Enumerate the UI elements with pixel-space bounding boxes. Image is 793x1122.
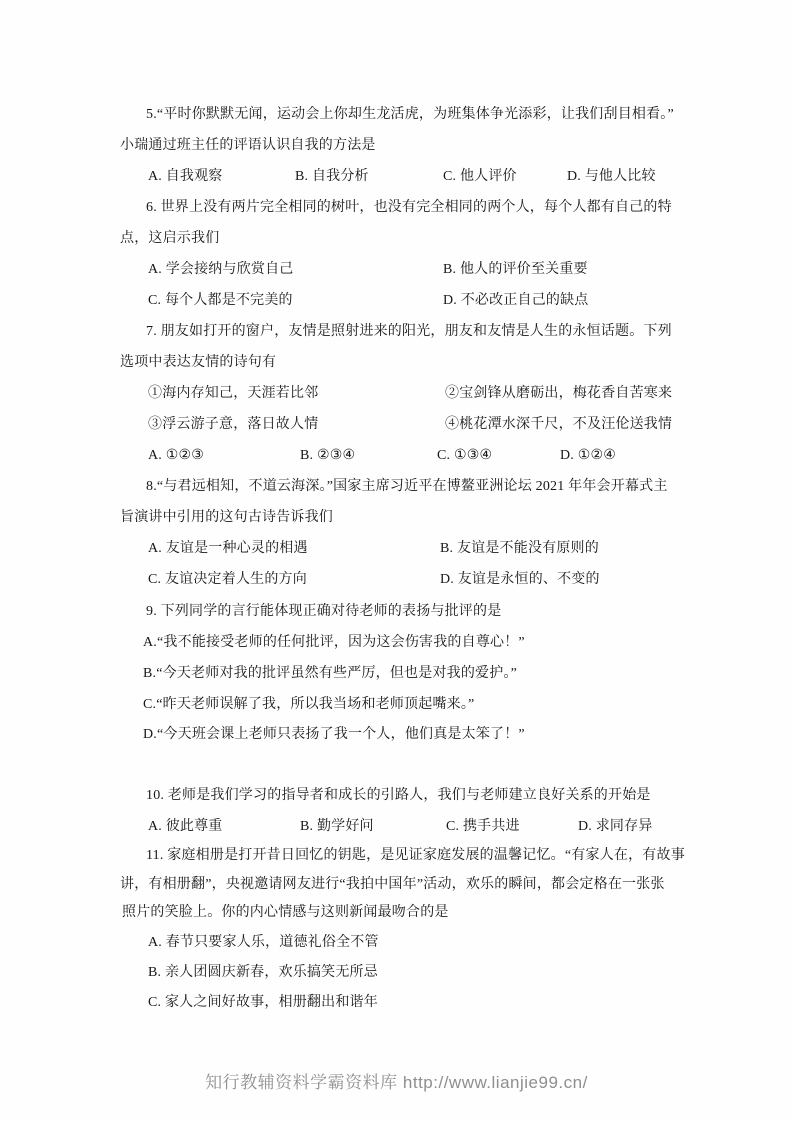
question-8-option-c: C. 友谊决定着人生的方向	[148, 572, 307, 587]
question-9-option-d: D.“今天班会课上老师只表扬了我一个人，他们真是太笨了！”	[143, 727, 525, 742]
question-11-stem-line-2: 讲，有相册翻”，央视邀请网友进行“我拍中国年”活动，欢乐的瞬间，都会定格在一张张	[120, 877, 665, 892]
question-7-option-d: D. ①②④	[560, 448, 616, 463]
question-7-option-a: A. ①②③	[148, 448, 204, 463]
question-8-stem-line-1: 8.“与君远相知，不道云海深。”国家主席习近平在博鳌亚洲论坛 2021 年年会开幕式主	[146, 479, 668, 494]
question-6-stem-line-1: 6. 世界上没有两片完全相同的树叶，也没有完全相同的两个人，每个人都有自己的特	[146, 200, 672, 215]
question-5-option-d: D. 与他人比较	[567, 169, 656, 184]
footer-watermark: 知行教辅资料学霸资料库 http://www.lianjie99.cn/	[205, 1073, 588, 1092]
question-8-option-a: A. 友谊是一种心灵的相遇	[148, 541, 308, 556]
question-7-item-1: ①海内存知己，天涯若比邻	[148, 386, 319, 401]
question-11-stem-line-3: 照片的笑脸上。你的内心情感与这则新闻最吻合的是	[122, 905, 449, 920]
question-7-item-3: ③浮云游子意，落日故人情	[148, 417, 319, 432]
question-10-option-c: C. 携手共进	[446, 819, 520, 834]
question-5-option-b: B. 自我分析	[295, 169, 369, 184]
question-5-stem-line-2: 小瑞通过班主任的评语认识自我的方法是	[120, 138, 376, 153]
question-8-option-d: D. 友谊是永恒的、不变的	[440, 572, 600, 587]
question-7-item-2: ②宝剑锋从磨砺出，梅花香自苦寒来	[445, 386, 673, 401]
question-10-option-a: A. 彼此尊重	[148, 819, 223, 834]
question-6-option-a: A. 学会接纳与欣赏自己	[148, 262, 294, 277]
question-9-option-a: A.“我不能接受老师的任何批评，因为这会伤害我的自尊心！”	[143, 635, 525, 650]
question-11-option-b: B. 亲人团圆庆新春，欢乐搞笑无所忌	[148, 965, 378, 980]
question-7-option-b: B. ②③④	[300, 448, 356, 463]
question-10-option-b: B. 勤学好问	[300, 819, 374, 834]
question-6-option-c: C. 每个人都是不完美的	[148, 293, 293, 308]
question-11-option-a: A. 春节只要家人乐，道德礼俗全不管	[148, 935, 379, 950]
question-7-item-4: ④桃花潭水深千尺，不及汪伦送我情	[445, 417, 673, 432]
question-11-option-c: C. 家人之间好故事，相册翻出和谐年	[148, 995, 378, 1010]
question-9-stem-line-1: 9. 下列同学的言行能体现正确对待老师的表扬与批评的是	[146, 604, 502, 619]
question-8-option-b: B. 友谊是不能没有原则的	[440, 541, 599, 556]
question-10-option-d: D. 求同存异	[578, 819, 653, 834]
question-8-stem-line-2: 旨演讲中引用的这句古诗告诉我们	[120, 510, 333, 525]
question-7-stem-line-1: 7. 朋友如打开的窗户，友情是照射进来的阳光，朋友和友情是人生的永恒话题。下列	[146, 324, 672, 339]
question-11-stem-line-1: 11. 家庭相册是打开昔日回忆的钥匙，是见证家庭发展的温馨记忆。“有家人在，有故事	[146, 848, 685, 863]
question-6-option-b: B. 他人的评价至关重要	[443, 262, 588, 277]
question-10-stem-line-1: 10. 老师是我们学习的指导者和成长的引路人，我们与老师建立良好关系的开始是	[146, 788, 651, 803]
question-6-stem-line-2: 点，这启示我们	[120, 231, 220, 246]
question-7-stem-line-2: 选项中表达友情的诗句有	[120, 355, 277, 370]
question-5-stem-line-1: 5.“平时你默默无闻，运动会上你却生龙活虎，为班集体争光添彩，让我们刮目相看。”	[146, 107, 674, 122]
question-5-option-c: C. 他人评价	[443, 169, 517, 184]
question-5-option-a: A. 自我观察	[148, 169, 223, 184]
question-7-option-c: C. ①③④	[437, 448, 493, 463]
question-6-option-d: D. 不必改正自己的缺点	[443, 293, 589, 308]
question-9-option-c: C.“昨天老师误解了我，所以我当场和老师顶起嘴来。”	[143, 697, 475, 712]
question-9-option-b: B.“今天老师对我的批评虽然有些严厉，但也是对我的爱护。”	[143, 666, 518, 681]
